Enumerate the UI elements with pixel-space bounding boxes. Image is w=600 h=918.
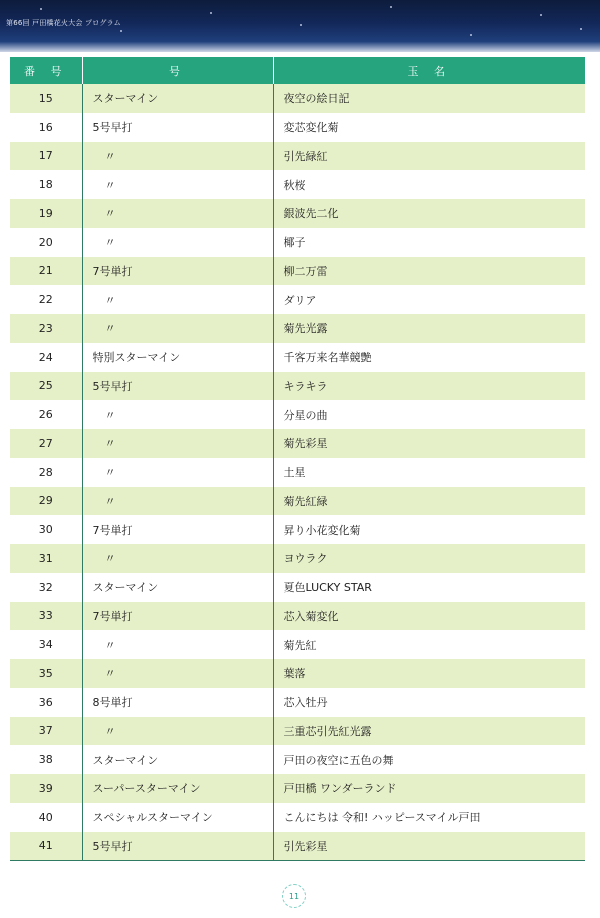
row-name: 柳二万雷 [273,257,585,286]
row-number: 32 [38,580,53,594]
row-name: 葉落 [273,659,585,688]
row-number: 24 [38,350,53,364]
row-name: 戸田の夜空に五色の舞 [273,745,585,774]
table-row [10,199,585,228]
row-number: 27 [10,429,82,458]
row-number: 36 [38,695,53,709]
row-name: 昇り小花変化菊 [273,515,585,544]
row-number: 40 [38,810,53,824]
row-number: 34 [38,638,53,652]
row-number: 37 [10,717,82,746]
star-decoration [210,12,212,14]
row-kind: 〃 [82,400,273,429]
table-row [10,429,585,458]
table-row [10,832,585,861]
star-decoration [300,24,302,26]
table-row [10,84,585,113]
table-row [10,515,585,544]
row-name: 引先緑紅 [273,142,585,171]
table-row [10,602,585,631]
column-header-name: 玉 名 [273,57,585,84]
table-row [10,803,585,832]
row-number: 39 [10,774,82,803]
table-row [10,170,585,199]
row-number: 30 [38,523,53,537]
table-row [10,774,585,803]
table-row [10,659,585,688]
table-row [10,688,585,717]
row-number: 20 [38,235,53,249]
row-name: 菊先光露 [273,314,585,343]
star-decoration [470,34,472,36]
row-kind: 〃 [82,285,273,314]
row-number: 25 [10,372,82,401]
row-kind: 〃 [82,199,273,228]
row-number: 31 [10,544,82,573]
table-row [10,458,585,487]
table-header-row [10,57,585,84]
star-decoration [540,14,542,16]
row-number: 15 [10,84,82,113]
row-number: 16 [38,120,53,134]
row-kind: 7号単打 [82,515,273,544]
star-decoration [40,8,42,10]
row-kind: スターマイン [82,745,273,774]
row-name: 戸田橋 ワンダーランド [273,774,585,803]
row-kind: 〃 [82,314,273,343]
row-kind: 特別スターマイン [82,343,273,372]
row-name: 夏色LUCKY STAR [273,573,585,602]
row-name: ヨウラク [273,544,585,573]
page-header-title: 第66回 戸田橋花火大会 プログラム [6,19,121,27]
table-row [10,142,585,171]
table-row [10,745,585,774]
star-decoration [390,6,392,8]
row-name: 分星の曲 [273,400,585,429]
row-number: 41 [10,832,82,861]
row-name: 三重芯引先紅光露 [273,717,585,746]
row-number: 17 [10,142,82,171]
table-row [10,113,585,142]
row-name: 菊先彩星 [273,429,585,458]
row-kind: 5号早打 [82,372,273,401]
row-name: 銀波先二化 [273,199,585,228]
row-name: 秋桜 [273,170,585,199]
table-row [10,544,585,573]
row-name: 夜空の絵日記 [273,84,585,113]
table-row [10,228,585,257]
row-kind: スペシャルスターマイン [82,803,273,832]
row-number: 35 [10,659,82,688]
row-name: こんにちは 令和! ハッピースマイル戸田 [273,803,585,832]
row-name: 変芯変化菊 [273,113,585,142]
row-number: 29 [10,487,82,516]
row-number: 22 [38,293,53,307]
row-name: 菊先紅緑 [273,487,585,516]
row-number: 26 [38,408,53,422]
table-row [10,630,585,659]
row-kind: 〃 [82,142,273,171]
row-number: 38 [38,753,53,767]
row-kind: 〃 [82,458,273,487]
row-number: 33 [10,602,82,631]
row-name: 菊先紅 [273,630,585,659]
row-kind: 〃 [82,429,273,458]
row-kind: 7号単打 [82,257,273,286]
row-name: 芯入牡丹 [273,688,585,717]
row-kind: 〃 [82,544,273,573]
row-number: 21 [10,257,82,286]
row-number: 19 [10,199,82,228]
star-decoration [580,28,582,30]
table-row [10,285,585,314]
column-header-kind: 号 [82,57,273,84]
row-number: 23 [10,314,82,343]
table-row [10,257,585,286]
row-number: 18 [38,178,53,192]
table-row [10,343,585,372]
row-kind: 〃 [82,659,273,688]
page-number-badge [282,884,306,908]
row-name: キラキラ [273,372,585,401]
row-name: 土星 [273,458,585,487]
row-kind: スターマイン [82,84,273,113]
row-kind: 7号単打 [82,602,273,631]
row-name: 芯入菊変化 [273,602,585,631]
row-kind: 5号早打 [82,113,273,142]
row-kind: 〃 [82,228,273,257]
row-name: 椰子 [273,228,585,257]
table-row [10,573,585,602]
row-kind: 5号早打 [82,832,273,861]
row-number: 28 [38,465,53,479]
program-table [10,57,585,861]
row-kind: 〃 [82,487,273,516]
row-kind: スターマイン [82,573,273,602]
row-kind: 〃 [82,717,273,746]
row-kind: 〃 [82,630,273,659]
column-header-number: 番 号 [10,57,82,84]
page-header [0,0,600,52]
row-kind: 〃 [82,170,273,199]
row-kind: 8号単打 [82,688,273,717]
table-body [10,84,585,861]
row-name: 引先彩星 [273,832,585,861]
table-row [10,400,585,429]
table-row [10,487,585,516]
page-number: 11 [288,891,300,901]
row-name: 千客万来名華競艶 [273,343,585,372]
row-kind: スーパースターマイン [82,774,273,803]
row-name: ダリア [273,285,585,314]
table-row [10,314,585,343]
star-decoration [120,30,122,32]
table-row [10,372,585,401]
table-row [10,717,585,746]
